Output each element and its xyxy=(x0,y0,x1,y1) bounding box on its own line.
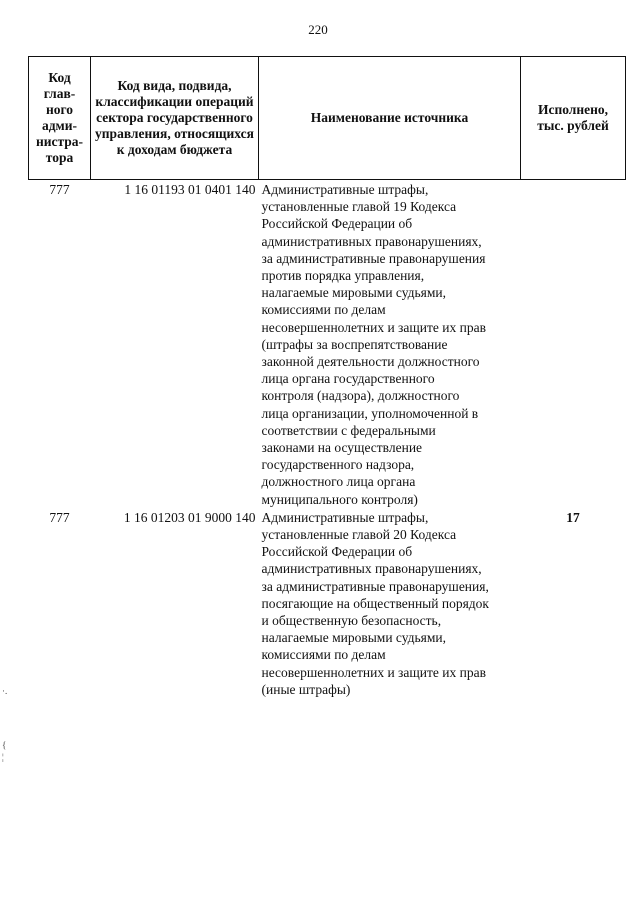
source-name-line: установленные главой 20 Кодекса xyxy=(261,527,457,543)
source-name-line: административных правонарушениях, xyxy=(261,233,482,249)
source-name-line: и общественную безопасность, xyxy=(261,613,442,629)
source-name-line: Административные штрафы, xyxy=(261,182,429,197)
source-name-line: государственного надзора, xyxy=(261,457,415,473)
source-name-line: законной деятельности должностного xyxy=(261,354,480,370)
cell-admin-code: 777 xyxy=(49,509,70,525)
source-name-line: комиссиями по делам xyxy=(261,302,386,318)
table-row xyxy=(29,180,626,508)
source-name-line: комиссиями по делам xyxy=(261,647,386,663)
source-name-line: (иные штрафы) xyxy=(261,681,351,697)
source-name-line: против порядка управления, xyxy=(261,268,425,284)
cell-classification-code: 1 16 01203 01 9000 140 xyxy=(123,509,256,525)
source-name-line: лица органа государственного xyxy=(261,371,435,387)
source-name-line: законами на осуществление xyxy=(261,440,423,456)
source-name-line: соответствии с федеральными xyxy=(261,422,436,438)
header-classification-code: Код вида, подвида, классификации операций сектора государственного управления, относящихся к доходам бюджета xyxy=(91,57,259,180)
source-name-line: муниципального контроля) xyxy=(261,491,418,507)
source-name-line: установленные главой 19 Кодекса xyxy=(261,199,457,215)
header-admin-code: Код глав-ного адми-нистра-тора xyxy=(29,57,91,180)
scan-mark: { xyxy=(2,740,7,750)
header-executed: Исполнено, тыс. рублей xyxy=(521,57,626,180)
source-name-line: Российской Федерации об xyxy=(261,216,413,232)
cell-classification-code: 1 16 01193 01 0401 140 xyxy=(124,182,256,197)
header-source-name: Наименование источника xyxy=(259,57,521,180)
table-body xyxy=(29,180,626,699)
source-name-line: лица организации, уполномоченной в xyxy=(261,405,479,421)
cell-executed: 17 xyxy=(566,509,580,525)
cell-source-name xyxy=(259,508,521,698)
source-name-line: несовершеннолетних и защите их прав xyxy=(261,664,486,680)
source-name-line: административных правонарушениях, xyxy=(261,561,482,577)
budget-revenue-table xyxy=(28,56,626,698)
source-name-line: налагаемые мировыми судьями, xyxy=(261,285,447,301)
scan-mark: ¦ xyxy=(2,752,4,762)
source-name-line: (штрафы за воспрепятствование xyxy=(261,336,448,352)
source-name-line: Российской Федерации об xyxy=(261,544,413,560)
cell-source-name xyxy=(259,180,521,508)
cell-admin-code: 777 xyxy=(49,182,70,197)
source-name-line: посягающие на общественный порядок xyxy=(261,595,489,611)
source-name-line: контроля (надзора), должностного xyxy=(261,388,460,404)
cell-executed xyxy=(521,180,626,508)
scan-mark: ·. xyxy=(2,686,8,696)
source-name-line: за административные правонарушения xyxy=(261,250,486,266)
source-name-line: за административные правонарушения, xyxy=(261,578,489,594)
source-name-line: Административные штрафы, xyxy=(261,509,429,525)
page-number: 220 xyxy=(308,22,328,37)
source-name-line: несовершеннолетних и защите их прав xyxy=(261,319,486,335)
source-name-line: налагаемые мировыми судьями, xyxy=(261,630,447,646)
table-row xyxy=(29,508,626,698)
source-name-line: должностного лица органа xyxy=(261,474,416,490)
table-header-row xyxy=(29,57,626,180)
